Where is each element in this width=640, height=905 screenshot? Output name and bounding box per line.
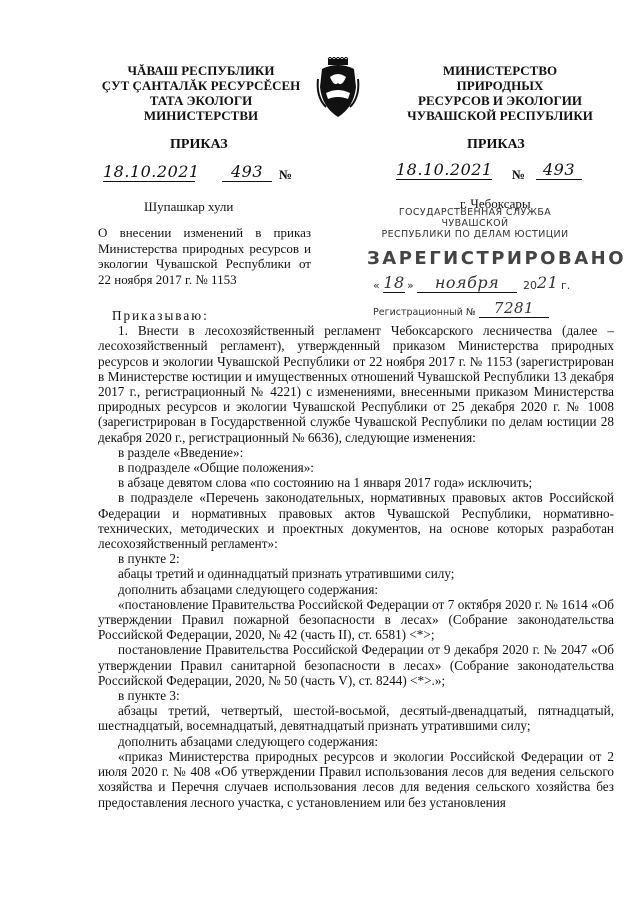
body-paragraph: постановление Правительства Российской Федерации от 9 декабря 2020 г. № 2047 «Об утверждении Правил санитарной безопасности в лесах» (Собрание законодательства Российской Федерации, 2020, № 50 (часть V), ст. 8244) <*>.»; xyxy=(98,642,614,688)
body-paragraph: дополнить абзацами следующего содержания: xyxy=(118,733,379,749)
header-right-line: МИНИСТЕРСТВО xyxy=(442,63,558,78)
order-title-left: ПРИКАЗ xyxy=(170,137,228,152)
order-number-right: 493 xyxy=(536,160,582,180)
header-right-line: ЧУВАШСКОЙ РЕСПУБЛИКИ xyxy=(407,108,593,123)
stamp-reg-label: Регистрационный № xyxy=(373,307,476,318)
body-paragraph: дополнить абзацами следующего содержания: xyxy=(118,581,379,597)
stamp-reg-number: 7281 xyxy=(479,299,549,318)
body-paragraph: 1. Внести в лесохозяйственный регламент Чебоксарского лесничества (далее – лесохозяйственный регламент), утвержденный приказом Министерства природных ресурсов и экологии Чувашской Республики от 22 ноября 2017 г. № 1153 (зарегистрирован в Министерстве юстиции и имущественных отношений Чувашской Республики 13 декабря 2017 г., регистрационный № 4221) с изменениями, внесенными приказом Министерства природных ресурсов и экологии Чувашской Республики от 25 декабря 2020 г. № 1008 (зарегистрирован в Государственной службе Чувашской Республики по делам юстиции 28 декабря 2020 г., регистрационный № 6636), следующие изменения: xyxy=(98,323,614,445)
stamp-year-suffix: 21 xyxy=(537,273,559,292)
stamp-year-prefix: 20 xyxy=(523,279,537,292)
chuvash-coat-of-arms-icon xyxy=(316,57,360,119)
stamp-month: ноября xyxy=(417,273,517,293)
registration-stamp xyxy=(367,207,626,318)
stamp-day: 18 xyxy=(383,273,405,292)
header-right xyxy=(395,63,605,123)
header-left-line: ЧĂВАШ РЕСПУБЛИКИ xyxy=(127,63,275,78)
stamp-date-row xyxy=(367,273,583,295)
header-left xyxy=(96,63,306,123)
order-body xyxy=(98,308,614,810)
body-paragraph: «приказ Министерства природных ресурсов и экологии Российской Федерации от 2 июля 2020 г. № 408 «Об утверждении Правил использования лесов для ведения сельского хозяйства и Перечня случаев использования лесов для ведения сельского хозяйства без предоставления лесного участка, с установлением или без установления xyxy=(98,748,614,810)
stamp-line-1: ГОСУДАРСТВЕННАЯ СЛУЖБА ЧУВАШСКОЙ xyxy=(398,207,552,229)
body-paragraph: в пункте 3: xyxy=(118,688,180,704)
body-paragraph: абацы третий и одиннадцатый признать утратившими силу; xyxy=(118,566,455,582)
body-paragraph: «постановление Правительства Российской Федерации от 7 октября 2020 г. № 1614 «Об утверждении Правил пожарной безопасности в лесах» (Собрание законодательства Российской Федерации, 2020, № 42 (часть II), ст. 6581) <*>; xyxy=(98,596,614,643)
order-command: Приказываю: xyxy=(112,308,209,323)
body-paragraph: в абзаце девятом слова «по состоянию на 1 января 2017 года» исключить; xyxy=(118,475,533,491)
order-subject: О внесении изменений в приказ Министерства природных ресурсов и экологии Чувашской Республики от 22 ноября 2017 г. № 1153 xyxy=(98,225,311,287)
body-paragraph: в подразделе «Перечень законодательных, нормативных правовых актов Российской Федерации и нормативных правовых актов Чувашской Республики, нормативно-технических, методических и проектных документов, на основе которых разработан лесохозяйственный регламент»: xyxy=(98,490,614,552)
stamp-close-quote: » xyxy=(407,279,414,292)
body-paragraph: абзацы третий, четвертый, шестой-восьмой, десятый-двенадцатый, пятнадцатый, шестнадцатый, восемнадцатый, девятнадцатый признать утратившими силу; xyxy=(98,703,614,734)
header-left-line: ТАТА ЭКОЛОГИ xyxy=(149,93,253,108)
header-left-line: МИНИСТЕРСТВИ xyxy=(143,108,259,123)
order-title-right: ПРИКАЗ xyxy=(467,137,525,152)
number-sign-left: № xyxy=(279,167,293,182)
stamp-registered: ЗАРЕГИСТРИРОВАНО xyxy=(367,248,626,269)
place-right: г. Чебоксары xyxy=(460,196,531,211)
header-right-line: ПРИРОДНЫХ xyxy=(456,78,544,93)
number-sign-right: № xyxy=(512,167,526,182)
place-left: Шупашкар хули xyxy=(144,199,234,214)
body-paragraph: в подразделе «Общие положения»: xyxy=(118,460,314,476)
order-date-left: 18.10.2021 xyxy=(103,162,200,181)
order-date-right: 18.10.2021 xyxy=(396,160,493,179)
body-paragraph: в пункте 2: xyxy=(118,551,180,567)
body-paragraph: в разделе «Введение»: xyxy=(118,444,244,460)
stamp-line-2: РЕСПУБЛИКИ ПО ДЕЛАМ ЮСТИЦИИ xyxy=(381,229,569,240)
stamp-year-g: г. xyxy=(561,279,571,292)
header-left-line: ÇУТ ÇАНТАЛĂК РЕСУРСĔСЕН xyxy=(101,78,301,93)
order-number-left: 493 xyxy=(222,162,272,182)
header-right-line: РЕСУРСОВ И ЭКОЛОГИИ xyxy=(418,93,582,108)
stamp-open-quote: « xyxy=(373,279,380,292)
